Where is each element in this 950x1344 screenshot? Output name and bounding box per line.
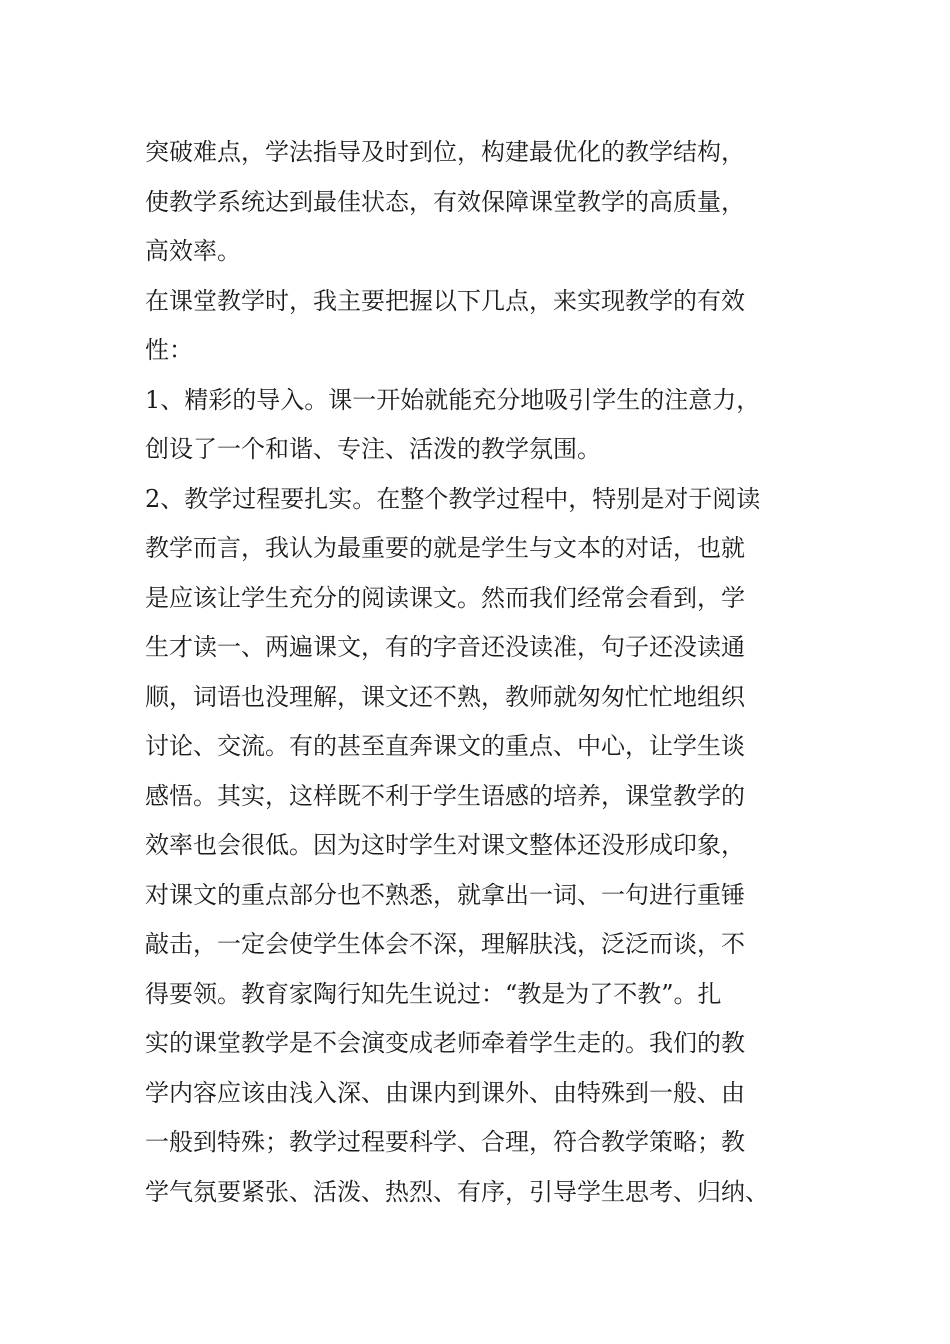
text-line-15: 效率也会很低。因为这时学生对课文整体还没形成印象， [145,831,745,859]
text-line-22: 学气氛要紧张、活泼、热烈、有序，引导学生思考、归纳、 [145,1177,769,1206]
text-line-20: 学内容应该由浅入深、由课内到课外、由特殊到一般、由 [145,1078,745,1107]
text-line-4: 在课堂教学时，我主要把握以下几点，来实现教学的有效 [145,286,745,315]
text-line-19: 实的课堂教学是不会演变成老师牵着学生走的。我们的教 [145,1029,745,1057]
text-line-14: 感悟。其实，这样既不利于学生语感的培养，课堂教学的 [145,781,745,810]
text-line-11: 生才读一、两遍课文，有的字音还没读准，句子还没读通 [145,633,745,661]
text-line-8: 2、教学过程要扎实。在整个教学过程中，特别是对于阅读 [145,484,761,513]
text-line-7: 创设了一个和谐、专注、活泼的教学氛围。 [145,435,601,463]
text-line-9: 教学而言，我认为最重要的就是学生与文本的对话，也就 [145,534,745,562]
text-line-13: 讨论、交流。有的甚至直奔课文的重点、中心，让学生谈 [145,732,745,760]
text-line-10: 是应该让学生充分的阅读课文。然而我们经常会看到，学 [145,583,745,612]
text-line-2: 使教学系统达到最佳状态，有效保障课堂教学的高质量， [145,187,745,216]
text-line-18: 得要领。教育家陶行知先生说过：“教是为了不教”。扎 [145,979,722,1008]
text-line-12: 顺，词语也没理解，课文还不熟，教师就匆匆忙忙地组织 [145,682,745,711]
body-text [145,128,805,1217]
text-line-17: 敲击，一定会使学生体会不深，理解肤浅，泛泛而谈，不 [145,930,745,958]
text-line-5: 性： [145,336,193,364]
text-line-3: 高效率。 [145,237,241,265]
text-line-6: 1、精彩的导入。课一开始就能充分地吸引学生的注意力， [145,385,761,414]
text-line-21: 一般到特殊；教学过程要科学、合理，符合教学策略；教 [145,1128,745,1156]
text-line-1: 突破难点，学法指导及时到位，构建最优化的教学结构， [145,138,745,166]
text-line-16: 对课文的重点部分也不熟悉，就拿出一词、一句进行重锤 [145,880,745,909]
